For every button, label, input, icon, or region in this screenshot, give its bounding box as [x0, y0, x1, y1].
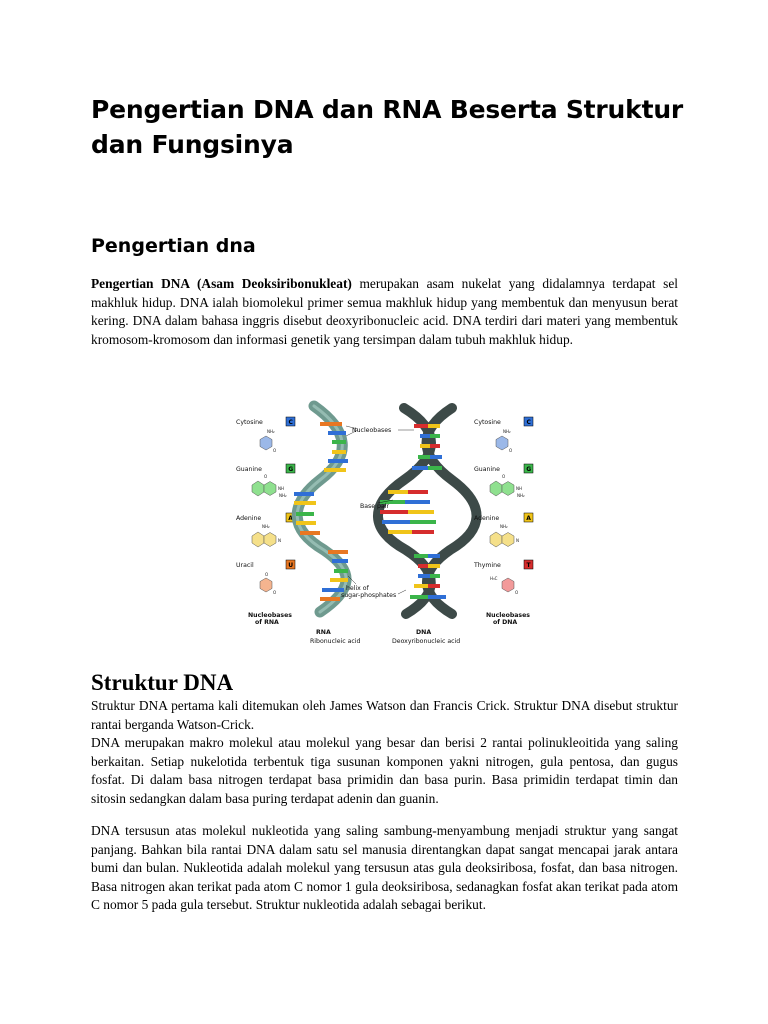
left-base-code-cytosine: C [288, 419, 293, 426]
svg-text:C: C [526, 419, 531, 426]
svg-text:O: O [273, 448, 277, 453]
right-base-label-adenine: Adenine [474, 515, 500, 522]
svg-text:N: N [278, 538, 281, 543]
dna-nucleobases-caption-line1: Nucleobases [486, 612, 530, 619]
dna-subtitle: Deoxyribonucleic acid [392, 638, 461, 645]
guanine-molecule-icon [490, 481, 502, 496]
svg-text:G: G [526, 466, 532, 473]
svg-text:T: T [526, 562, 531, 569]
svg-text:NH: NH [516, 486, 522, 491]
cytosine-molecule-icon [496, 436, 508, 450]
svg-text:O: O [509, 448, 513, 453]
label-nucleobases: Nucleobases [352, 427, 392, 434]
rna-subtitle: Ribonucleic acid [310, 638, 361, 645]
paragraph-struktur-1: Struktur DNA pertama kali ditemukan oleh James Watson dan Francis Crick. Struktur DNA disebut struktur rantai berganda Watson-Crick. [91, 698, 678, 732]
svg-text:O: O [515, 590, 519, 595]
dna-title: DNA [416, 629, 432, 636]
svg-text:NH₂: NH₂ [279, 493, 287, 498]
right-base-label-cytosine: Cytosine [474, 419, 501, 426]
svg-text:O: O [264, 474, 268, 479]
paragraph-lead-rest: merupakan asam nukelat yang didalamnya terdapat sel makhluk hidup. DNA ialah biomolekul primer semua makhluk hidup yang membentuk dan menyusun berat kering. DNA dalam bahasa inggris disebut deoxyribonucleic acid. DNA terdiri dari materi yang membentuk kromosom-kromosom dan informasi genetik yang tersimpan dalam tubuh makhluk hidup. [91, 276, 679, 347]
left-base-code-adenine: A [288, 515, 293, 522]
label-helix-line2: sugar-phosphates [341, 592, 397, 599]
left-base-label-uracil: Uracil [236, 562, 254, 569]
svg-text:NH₂: NH₂ [517, 493, 525, 498]
svg-text:NH₂: NH₂ [267, 429, 275, 434]
section-heading-struktur-dna: Struktur DNA [91, 670, 234, 695]
svg-text:O: O [502, 474, 506, 479]
document-title: Pengertian DNA dan RNA Beserta Struktur dan Fungsinya [91, 95, 684, 159]
svg-text:A: A [526, 515, 531, 522]
svg-text:NH: NH [278, 486, 284, 491]
rna-nucleobases-caption-line1: Nucleobases [248, 612, 292, 619]
dna-rna-diagram [228, 400, 540, 656]
right-base-label-guanine: Guanine [474, 466, 500, 473]
rna-nucleobases-column [236, 417, 295, 626]
adenine-molecule-icon [490, 532, 502, 547]
dna-nucleobases-caption-line2: of DNA [493, 619, 518, 626]
svg-text:O: O [273, 590, 277, 595]
cytosine-molecule-icon [260, 436, 272, 450]
left-base-label-adenine: Adenine [236, 515, 262, 522]
label-base-pair: Base pair [360, 503, 390, 510]
svg-text:NH₂: NH₂ [503, 429, 511, 434]
left-base-label-cytosine: Cytosine [236, 419, 263, 426]
right-base-label-thymine: Thymine [474, 562, 501, 569]
svg-text:N: N [516, 538, 519, 543]
paragraph-pengertian-dna [91, 275, 678, 349]
section-heading-pengertian-dna: Pengertian dna [91, 235, 256, 257]
svg-text:H₃C: H₃C [490, 576, 498, 581]
guanine-molecule-icon [252, 481, 264, 496]
paragraph-lead-bold: Pengertian DNA (Asam Deoksiribonukleat) [91, 276, 352, 291]
rna-helix [294, 406, 348, 612]
dna-nucleobases-column [473, 417, 533, 626]
label-helix-line1: helix of [346, 585, 369, 592]
dna-helix [378, 408, 477, 614]
thymine-molecule-icon [502, 578, 514, 592]
adenine-molecule-icon [252, 532, 264, 547]
left-base-label-guanine: Guanine [236, 466, 262, 473]
rna-nucleobases-caption-line2: of RNA [255, 619, 279, 626]
left-base-code-guanine: G [288, 466, 294, 473]
left-base-code-uracil: U [288, 562, 294, 569]
svg-text:O: O [265, 572, 269, 577]
rna-title: RNA [316, 629, 331, 636]
svg-text:NH₂: NH₂ [500, 524, 508, 529]
uracil-molecule-icon [260, 578, 272, 592]
paragraph-struktur-2: DNA merupakan makro molekul atau molekul yang besar dan berisi 2 rantai polinukleoitida yang saling berkaitan. Setiap nukelotida terbentuk tiga susunan komponen yakni nitrogen, gula pentosa, dan gugus fosfat. Di dalam basa nitrogen terdapat basa primidin dan basa purin. Basa primidin terdapat timin dan sitosin sedangkan dalam basa puring terdapat adenin dan guanin. [91, 735, 678, 806]
paragraph-struktur-3: DNA tersusun atas molekul nukleotida yang saling sambung-menyambung menjadi struktur yang sangat panjang. Bahkan bila rantai DNA dalam satu sel manusia direntangkan dapat sangat mencapai jarak antara bumi dan bulan. Nukleotida adalah molekul yang tersusun atas gula deoksiribosa, fosfat, dan basa nitrogen. Basa nitrogen akan terikat pada atom C nomor 1 gula deoksiribosa, sedanagkan fosfat akan terikat pada atom C nomor 5 pada gula tersebut. Struktur nukleotida adalah sebagai berikut. [91, 823, 678, 913]
dna-rna-figure [228, 400, 540, 656]
svg-text:NH₂: NH₂ [262, 524, 270, 529]
